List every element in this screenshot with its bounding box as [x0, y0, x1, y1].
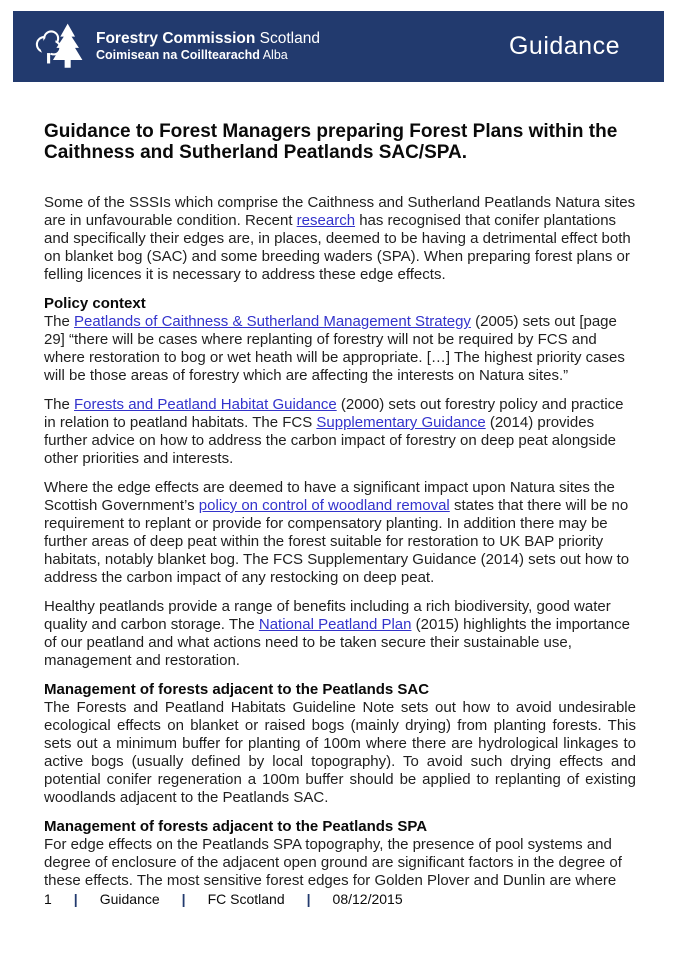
brand-gaelic-bold: Coimisean na Coilltearachd — [96, 48, 260, 63]
brand-name — [96, 30, 320, 48]
footer-page-number: 1 — [44, 891, 52, 907]
page-title: Guidance to Forest Managers preparing Forest Plans within the Caithness and Sutherland Peatlands SAC/SPA. — [44, 121, 618, 163]
footer-date: 08/12/2015 — [332, 891, 403, 907]
brand — [33, 20, 320, 74]
peatlands-management-strategy-link[interactable]: Peatlands of Caithness & Sutherland Management Strategy — [74, 313, 471, 330]
footer-doc-type: Guidance — [99, 891, 160, 907]
national-peatland-plan-link[interactable]: National Peatland Plan — [258, 616, 412, 633]
paragraph: Healthy peatlands provide a range of benefits including a rich biodiversity, good water quality and carbon storage. The National Peatland Plan (2015) highlights the importance of our peatland and what actions need to be taken secure their sustainable use, management and restoration. — [44, 598, 630, 669]
footer-separator: | — [73, 891, 78, 907]
header-banner — [13, 11, 664, 82]
brand-name-regular: Scotland — [255, 30, 320, 48]
forestry-commission-logo-icon — [33, 20, 85, 74]
woodland-removal-policy-link[interactable]: policy on control of woodland removal — [198, 497, 450, 514]
paragraph: Where the edge effects are deemed to have a significant impact upon Natura sites the Scottish Government’s policy on control of woodland removal states that there will be no requirement to replant or provide for compensatory planting. In addition there may be further areas of deep peat within the forest suitable for restoration to UK BAP priority habitats, notably blanket bog. The FCS Supplementary Guidance (2014) sets out how to address the carbon impact of any restocking on deep peat. — [44, 479, 630, 586]
brand-gaelic-regular: Alba — [259, 48, 288, 63]
brand-text — [96, 30, 320, 62]
document-body — [44, 194, 636, 901]
section-heading: Management of forests adjacent to the Peatlands SAC — [44, 681, 430, 698]
page-footer — [44, 891, 403, 907]
forests-peatland-habitat-guidance-link[interactable]: Forests and Peatland Habitat Guidance — [74, 396, 337, 413]
paragraph: The Forests and Peatland Habitats Guideline Note sets out how to avoid undesirable ecological effects on blanket or raised bogs (mainly drying) from planting forests. This sets out a minimum buffer for planting of 100m where there are hydrological linkages to active bogs (usually defined by local topography). To avoid such drying effects and potential conifer regeneration a 100m buffer should be applied to replanting of existing woodlands adjacent to the Peatlands SAC. — [44, 699, 636, 806]
paragraph: The Forests and Peatland Habitat Guidance (2000) sets out forestry policy and practice in relation to peatland habitats. The FCS Supplementary Guidance (2014) provides further advice on how to address the carbon impact of forestry on deep peat alongside other priorities and interests. — [44, 396, 624, 467]
paragraph: For edge effects on the Peatlands SPA topography, the presence of pool systems and degree of enclosure of the adjacent open ground are significant factors in the degree of these effects. The most sensitive forest edges for Golden Plover and Dunlin are where — [44, 836, 622, 889]
document-type-label: Guidance — [508, 32, 620, 60]
footer-organisation: FC Scotland — [207, 891, 285, 907]
brand-gaelic-name — [96, 48, 320, 62]
paragraph: Some of the SSSIs which comprise the Caithness and Sutherland Peatlands Natura sites are in unfavourable condition. Recent research has recognised that conifer plantations and specifically their edges are, in places, deemed to be having a detrimental effect both on blanket bog (SAC) and some breeding waders (SPA). When preparing forest plans or felling licences it is necessary to address these edge effects. — [44, 194, 636, 283]
brand-name-bold: Forestry Commission — [96, 30, 256, 48]
section-heading: Policy context — [44, 295, 146, 312]
footer-separator: | — [181, 891, 186, 907]
paragraph: The Peatlands of Caithness & Sutherland Management Strategy (2005) sets out [page 29] “there will be cases where replanting of forestry will not be required by FCS and where restoration to bog or wet heath will be appropriate. […] The highest priority cases will be those areas of forestry which are affecting the interests on Natura sites.” — [44, 313, 625, 384]
footer-separator: | — [306, 891, 311, 907]
supplementary-guidance-link[interactable]: Supplementary Guidance — [316, 414, 486, 431]
research-link[interactable]: research — [296, 212, 356, 229]
section-heading: Management of forests adjacent to the Peatlands SPA — [44, 818, 428, 835]
